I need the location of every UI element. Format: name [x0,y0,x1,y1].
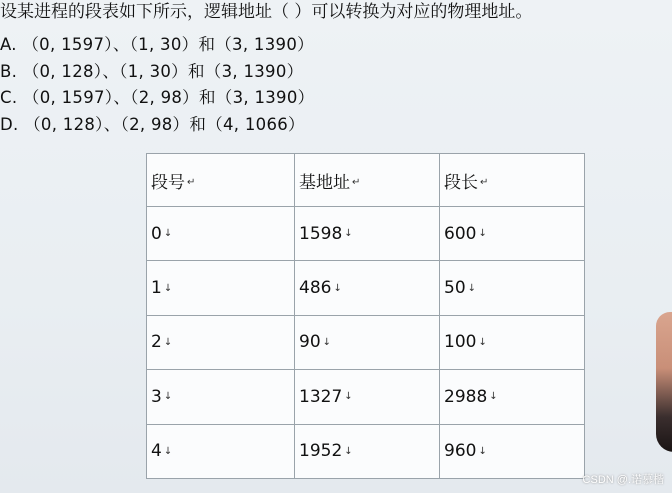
table-header-row [147,154,585,207]
watermark: CSDN @.诺慕楷 [582,474,664,486]
line-break-mark-icon: ↓ [478,336,487,348]
line-break-mark-icon: ↓ [467,282,477,294]
cell-base: 1598 ↓ [295,207,440,261]
line-break-mark-icon: ↓ [489,391,498,403]
paragraph-mark-icon: ↵ [352,177,361,188]
cell-length: 960 ↓ [440,424,585,478]
table-row [147,261,585,315]
cell-segment: 2 ↓ [147,315,295,369]
option-b: B. （0, 128）、（1, 30）和（3, 1390） [0,61,304,81]
options-list [0,32,314,138]
paragraph-mark-icon: ↵ [187,177,196,188]
line-break-mark-icon: ↓ [322,336,332,348]
cell-base: 1952 ↓ [295,424,440,478]
table-row [147,207,585,261]
line-break-mark-icon: ↓ [478,228,487,240]
line-break-mark-icon: ↓ [163,336,173,348]
line-break-mark-icon: ↓ [163,282,173,294]
option-d: D. （0, 128）、（2, 98）和（4, 1066） [0,114,305,134]
cell-base: 486 ↓ [295,261,440,315]
cell-base: 90 ↓ [295,315,440,369]
cell-length: 100 ↓ [440,315,585,369]
line-break-mark-icon: ↓ [344,391,353,403]
cell-length: 50 ↓ [440,261,585,315]
table-row [147,424,585,478]
line-break-mark-icon: ↓ [163,228,173,240]
line-break-mark-icon: ↓ [333,282,342,294]
line-break-mark-icon: ↓ [478,445,487,457]
line-break-mark-icon: ↓ [344,228,353,240]
presenter-hand [656,312,672,452]
header-segment-length: 段长 ↵ [440,154,585,207]
cell-segment: 1 ↓ [147,261,295,315]
line-break-mark-icon: ↓ [163,391,173,403]
paragraph-mark-icon: ↵ [480,177,489,188]
table-row [147,315,585,369]
header-base-address: 基地址 ↵ [295,154,440,207]
cell-length: 600 ↓ [440,207,585,261]
cell-base: 1327 ↓ [295,370,440,424]
table-row [147,370,585,424]
cell-length: 2988 ↓ [440,370,585,424]
cell-segment: 3 ↓ [147,370,295,424]
line-break-mark-icon: ↓ [163,445,173,457]
header-segment-number: 段号 ↵ [147,154,295,207]
option-a: A. （0, 1597）、（1, 30）和（3, 1390） [0,35,314,54]
segment-table [146,153,584,479]
line-break-mark-icon: ↓ [344,445,353,457]
cell-segment: 0 ↓ [147,207,295,261]
option-c: C. （0, 1597）、（2, 98）和（3, 1390） [0,88,315,107]
cell-segment: 4 ↓ [147,424,295,478]
question-text: 设某进程的段表如下所示，逻辑地址（ ）可以转换为对应的物理地址。 [0,2,533,22]
